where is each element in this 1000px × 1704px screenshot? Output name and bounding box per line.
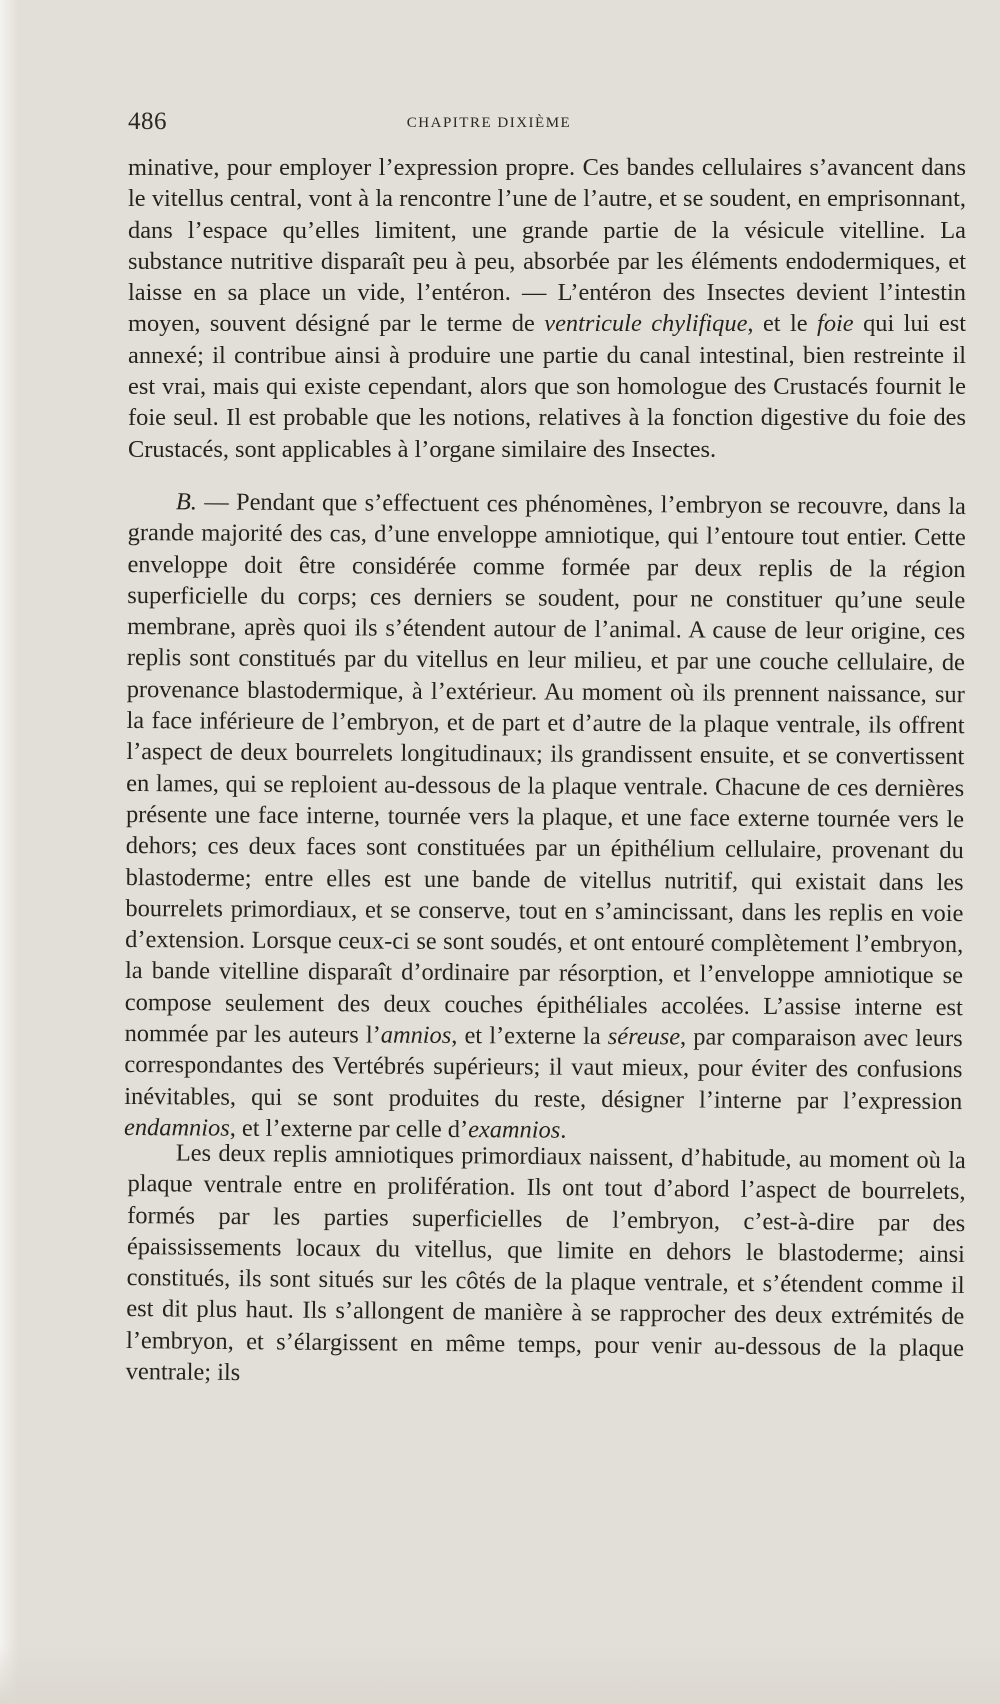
paragraph-entéron [128, 152, 966, 465]
body-text [123, 152, 966, 1388]
section-label: B. [175, 488, 197, 516]
paragraph-text: qui lui est annexé; il contribue ainsi à produire une partie du canal intestinal, bien restreinte il est vrai, mais qui existe cependant, alors que son homologue des Crustacés fournit le foie seul. Il est probable que les notions, relatives à la fonction digestive du foie des Crustacés, sont applicables à l’organe similaire des Insectes. [128, 310, 966, 463]
paragraph-amnios [124, 486, 966, 1148]
italic-term: amnios [380, 1021, 452, 1050]
paragraph-text: . [560, 1116, 567, 1144]
section-b [124, 486, 966, 1148]
italic-term: foie [817, 310, 854, 338]
paragraph-replis: Les deux replis amniotiques primordiaux naissent, d’habitude, au moment où la plaque ventrale entre en prolifération. Ils ont tout d’abord l’aspect de bourrelets, formés par les parties superficielles de l’embryon, c’est-à-dire par des épaississements locaux du vitellus, que limite en dehors le blastoderme; ainsi constitués, ils sont situés sur les côtés de la plaque ventrale, et s’étendent comme il est dit plus haut. Ils s’allongent de manière à se rapprocher des deux extrémités de l’embryon, et s’élargissent en même temps, pour venir au-dessous de la plaque ventrale; ils [125, 1139, 966, 1387]
paragraph-text: minative, pour employer l’expression propre. Ces bandes cellulaires s’avancent dans le vitellus central, vont à la rencontre l’une de l’autre, et se soudent, en emprisonnant, dans l’espace qu’elles limitent, une grande partie de la vésicule vitelline. La substance nutritive disparaît peu à peu, absorbée par les éléments endodermiques, et laisse en sa place un vide, l’entéron. — L’entéron des Insectes devient l’intestin moyen, souvent désigné par le terme de [128, 154, 966, 338]
italic-term: examnios [468, 1115, 561, 1144]
paragraph-text: , par comparaison avec leurs correspondantes des Vertébrés supérieurs; il vaut mieux, pour éviter des confusions inévitables, qui se sont produites du reste, désigner l’interne par l’expression [124, 1023, 963, 1115]
paragraph-text: , et le [747, 310, 818, 338]
page-number: 486 [128, 108, 167, 135]
italic-term: endamnios [123, 1113, 230, 1142]
section-replis [126, 1137, 966, 1395]
italic-term: séreuse [607, 1022, 681, 1051]
paragraph-text: , et l’externe la [451, 1022, 608, 1050]
paragraph-text: , et l’externe par celle d’ [229, 1114, 469, 1143]
running-head: CHAPITRE DIXIÈME [406, 115, 572, 131]
page-header [128, 108, 940, 140]
paragraph-text: — Pendant que s’effectuent ces phénomènes, l’embryon se recouvre, dans la grande majorité des cas, d’une enveloppe amniotique, qui l’entoure tout entier. Cette enveloppe doit être considérée comme formée par deux replis de la région superficielle du corps; ces derniers se soudent, pour ne constituer qu’une seule membrane, après quoi ils s’étendent autour de l’animal. A cause de leur origine, ces replis sont constitués par du vitellus en leur milieu, et par une couche cellulaire, de provenance blastodermique, à l’extérieur. Au moment où ils prennent naissance, sur la face inférieure de l’embryon, et de part et d’autre de la plaque ventrale, ils offrent l’aspect de deux bourrelets longitudinaux; ils grandissent ensuite, et se convertissent en lames, qui se reploient au-dessous de la plaque ventrale. Chacune de ces dernières présente une face interne, tournée vers la plaque, et une face externe tournée vers le dehors; ces deux faces sont constituées par un épithélium cellulaire, provenant du blastoderme; entre elles est une bande de vitellus nutritif, qui existait dans les bourrelets primordiaux, et se conserve, tout en s’amincissant, dans les replis en voie d’extension. Lorsque ceux-ci se sont soudés, et ont entouré complètement l’embryon, la bande vitelline disparaît d’ordinaire par résorption, et l’enveloppe amniotique se compose seulement des deux couches épithéliales accolées. L’assise interne est nommée par les auteurs l’ [124, 488, 966, 1049]
italic-term: ventricule chylifique [544, 310, 748, 338]
